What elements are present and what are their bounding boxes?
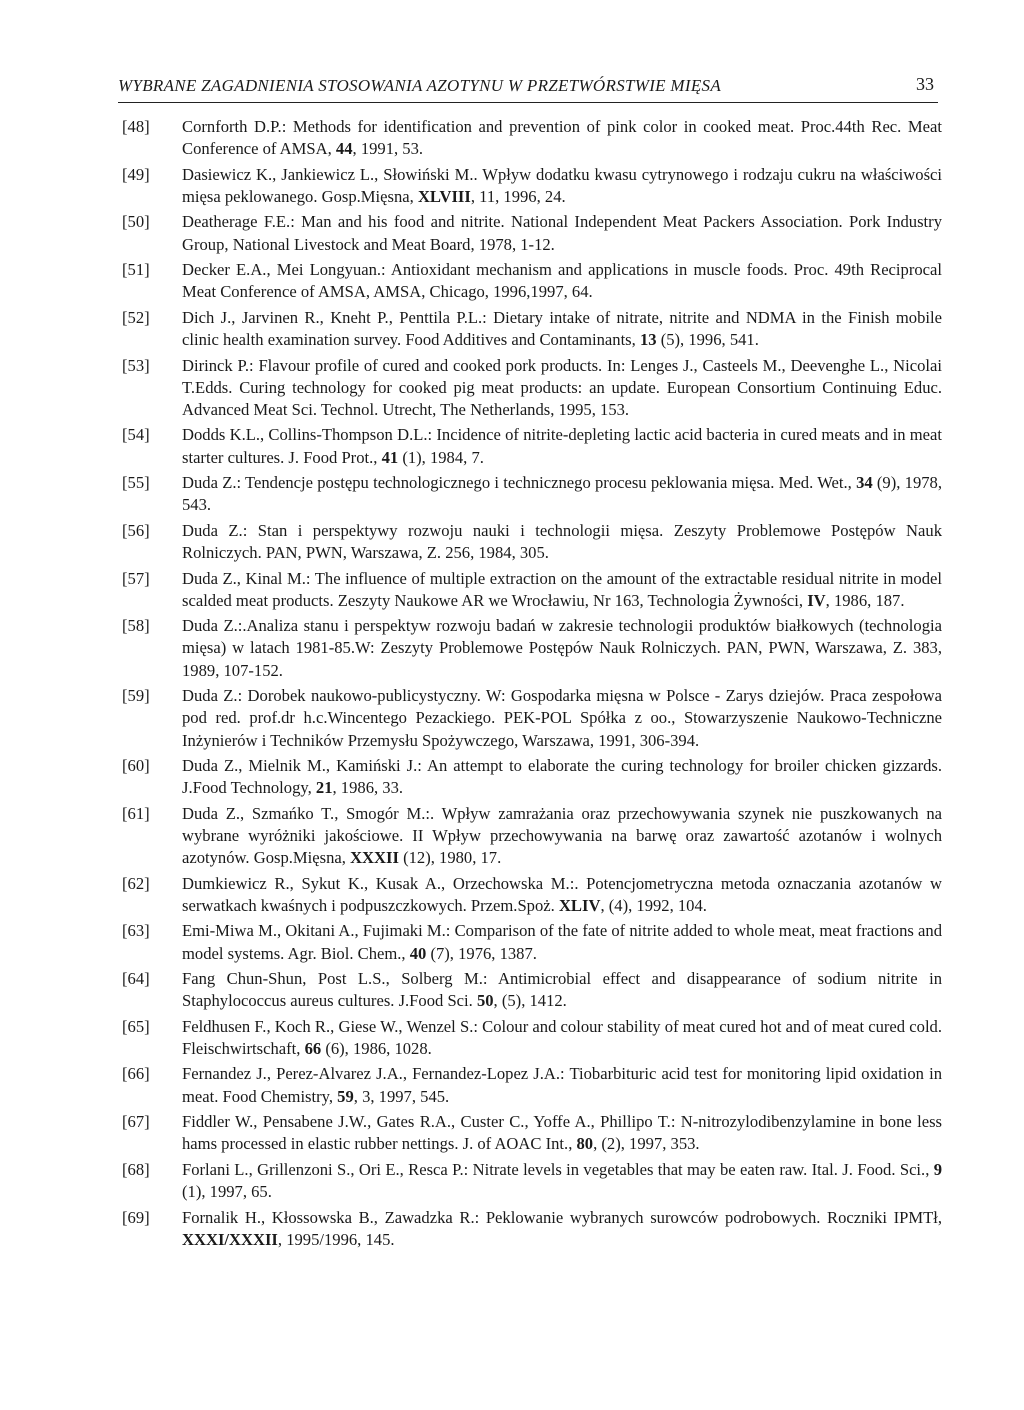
reference-text (182, 117, 942, 158)
reference-segment: Forlani L., Grillenzoni S., Ori E., Resca P.: Nitrate levels in vegetables that may be eaten raw. Ital. J. Food. Sci., (182, 1159, 934, 1179)
reference-item (118, 472, 942, 516)
reference-segment: Dasiewicz K., Jankiewicz L., Słowiński M.. Wpływ dodatku kwasu cytrynowego i rodzaju cukru na właściwości mięsa peklowanego. Gosp.Mięsna, (182, 164, 942, 206)
reference-segment: Duda Z., Kinal M.: The influence of multiple extraction on the amount of the extractable residual nitrite in model scalded meat products. Zeszyty Naukowe AR we Wrocławiu, Nr 163, Technologia Żywności, (182, 568, 942, 610)
reference-volume: 41 (381, 447, 399, 467)
reference-volume: XXXI/XXXII (182, 1229, 278, 1249)
running-header-title: WYBRANE ZAGADNIENIA STOSOWANIA AZOTYNU W PRZETWÓRSTWIE MIĘSA (118, 76, 721, 95)
reference-segment: Fornalik H., Kłossowska B., Zawadzka R.: Peklowanie wybranych surowców podrobowych. Roczniki IPMTł, (182, 1207, 942, 1227)
reference-number: [61] (122, 803, 150, 823)
reference-volume: XLVIII (417, 186, 471, 206)
reference-item (118, 164, 942, 208)
reference-segment: , (4), 1992, 104. (600, 895, 707, 915)
reference-number: [68] (122, 1159, 150, 1179)
reference-item (118, 1207, 942, 1251)
reference-number: [53] (122, 355, 150, 375)
reference-text (182, 165, 942, 206)
reference-number: [52] (122, 307, 150, 327)
reference-segment: Dodds K.L., Collins-Thompson D.L.: Incidence of nitrite-depleting lactic acid bacteria in cured meats and in meat starter cultures. J. Food Prot., (182, 425, 942, 467)
reference-segment: Feldhusen F., Koch R., Giese W., Wenzel S.: Colour and colour stability of meat cured hot and of meat cured cold. Fleischwirtschaft, (182, 1016, 942, 1058)
reference-number: [58] (122, 616, 150, 636)
reference-number: [66] (122, 1064, 150, 1084)
reference-volume: 21 (315, 778, 333, 798)
reference-number: [54] (122, 425, 150, 445)
reference-number: [55] (122, 473, 150, 493)
reference-item (118, 920, 942, 964)
reference-segment: (5), 1996, 541. (656, 330, 759, 350)
reference-segment: , 3, 1997, 545. (353, 1086, 450, 1106)
reference-text (182, 756, 942, 797)
reference-item (118, 968, 942, 1012)
reference-text (182, 969, 942, 1010)
reference-item (118, 424, 942, 468)
reference-segment: Deatherage F.E.: Man and his food and nitrite. National Independent Meat Packers Association. Pork Industry Group, National Livestock and Meat Board, 1978, 1-12. (182, 212, 942, 254)
reference-segment: , 11, 1996, 24. (470, 186, 566, 206)
reference-text (182, 1112, 942, 1153)
reference-text (182, 1064, 942, 1105)
reference-text (182, 616, 942, 679)
reference-item (118, 755, 942, 799)
reference-segment: , 1995/1996, 145. (277, 1229, 395, 1249)
reference-segment: (7), 1976, 1387. (426, 943, 537, 963)
reference-item (118, 1111, 942, 1155)
reference-segment: Duda Z.: Tendencje postępu technologicznego i technicznego procesu peklowania mięsa. Med. Wet., (182, 473, 857, 493)
reference-text (182, 686, 942, 749)
reference-volume: 59 (337, 1086, 354, 1106)
reference-segment: Dirinck P.: Flavour profile of cured and cooked pork products. In: Lenges J., Casteels M., Deevenghe L., Nicolai T.Edds. Curing technology for cooked pig meat products: an update. European Consortium Continuing Educ. Advanced Meat Sci. Technol. Utrecht, The Netherlands, 1995, 153. (182, 355, 942, 419)
reference-segment: Duda Z.: Dorobek naukowo-publicystyczny. W: Gospodarka mięsna w Polsce - Zarys dziejów. Praca zespołowa pod red. prof.dr h.c.Wincentego Pezackiego. PEK-POL Spółka z oo., Stowarzyszenie Naukowo-Techniczne Inżynierów i Techników Przemysłu Spożywczego, Warszawa, 1991, 306-394. (182, 686, 942, 750)
reference-segment: Duda Z.: Stan i perspektywy rozwoju nauki i technologii mięsa. Zeszyty Problemowe Postępów Nauk Rolniczych. PAN, PWN, Warszawa, Z. 256, 1984, 305. (182, 520, 942, 563)
reference-text (182, 874, 942, 915)
reference-volume: IV (807, 590, 826, 610)
reference-item (118, 568, 942, 612)
reference-volume: 13 (639, 330, 657, 350)
reference-segment: (1), 1997, 65. (182, 1182, 272, 1202)
reference-segment: , 1986, 33. (332, 778, 404, 798)
reference-segment: Emi-Miwa M., Okitani A., Fujimaki M.: Comparison of the fate of nitrite added to whole meat, meat fractions and model systems. Agr. Biol. Chem., (182, 921, 942, 963)
page-number: 33 (916, 74, 934, 94)
reference-segment: Duda Z., Szmańko T., Smogór M.:. Wpływ zamrażania oraz przechowywania szynek nie puszkowanych na wybrane wyróżniki jakościowe. II Wpływ przechowywania na barwę oraz zawartość azotanów i wolnych azotynów. Gosp.Mięsna, (182, 803, 942, 868)
reference-text (182, 1208, 942, 1249)
reference-text (182, 1160, 942, 1201)
reference-text (182, 804, 942, 867)
reference-number: [62] (122, 873, 150, 893)
reference-volume: 34 (856, 473, 873, 493)
reference-item (118, 685, 942, 752)
reference-text (182, 212, 942, 253)
reference-volume: XXXII (350, 848, 399, 868)
reference-number: [65] (122, 1016, 150, 1036)
reference-number: [64] (122, 969, 150, 989)
reference-number: [56] (122, 520, 150, 540)
reference-volume: 50 (476, 991, 494, 1011)
reference-volume: XLIV (558, 895, 601, 915)
reference-segment: Dumkiewicz R., Sykut K., Kusak A., Orzechowska M.:. Potencjometryczna metoda oznaczania azotanów w serwatkach kwaśnych i podpuszczkowych. Przem.Spoż. (182, 873, 942, 915)
reference-segment: , 1986, 187. (825, 590, 905, 610)
reference-segment: Cornforth D.P.: Methods for identification and prevention of pink color in cooked meat. Proc.44th Rec. Meat Conference of AMSA, (182, 117, 942, 159)
reference-text (182, 1017, 942, 1058)
reference-text (182, 308, 942, 349)
reference-volume: 80 (576, 1134, 594, 1154)
reference-number: [48] (122, 117, 150, 136)
reference-segment: (9), 1978, 543. (182, 473, 942, 515)
reference-segment: , 1991, 53. (352, 139, 424, 159)
reference-item (118, 211, 942, 255)
reference-volume: 40 (409, 943, 427, 963)
reference-segment: Duda Z.:.Analiza stanu i perspektyw rozwoju badań w zakresie technologii produktów białkowych (technologia mięsa) w latach 1981-85.W: Zeszyty Problemowe Postępów Nauk Rolniczych. PAN, PWN, Warszawa, Z. 383, 1989, 107-152. (182, 616, 942, 680)
reference-text (182, 473, 942, 514)
reference-number: [59] (122, 686, 150, 706)
reference-segment: (1), 1984, 7. (398, 447, 484, 467)
reference-item (118, 873, 942, 917)
reference-number: [63] (122, 921, 150, 941)
reference-segment: Fiddler W., Pensabene J.W., Gates R.A., Custer C., Yoffe A., Phillipo T.: N-nitrozylodibenzylamine in bone less hams processed in elastic rubber nettings. J. of AOAC Int., (182, 1112, 942, 1154)
reference-volume: 44 (335, 139, 353, 159)
reference-number: [49] (122, 164, 150, 184)
reference-text (182, 425, 942, 466)
reference-volume: 9 (933, 1159, 942, 1179)
running-header (118, 72, 938, 103)
reference-segment: Decker E.A., Mei Longyuan.: Antioxidant mechanism and applications in muscle foods. Proc. 49th Reciprocal Meat Conference of AMSA, AMSA, Chicago, 1996,1997, 64. (182, 260, 942, 302)
reference-segment: Fang Chun-Shun, Post L.S., Solberg M.: Antimicrobial effect and disappearance of sodium nitrite in Staphylococcus aureus cultures. J.Food Sci. (182, 969, 942, 1011)
reference-segment: (6), 1986, 1028. (321, 1038, 432, 1058)
reference-text (182, 356, 942, 419)
reference-segment: Duda Z., Mielnik M., Kamiński J.: An attempt to elaborate the curing technology for broiler chicken gizzards. J.Food Technology, (182, 756, 942, 798)
reference-text (182, 521, 942, 562)
reference-item (118, 615, 942, 682)
reference-item (118, 307, 942, 351)
reference-text (182, 260, 942, 301)
reference-number: [60] (122, 756, 150, 776)
reference-item (118, 520, 942, 564)
reference-item (118, 1159, 942, 1203)
reference-number: [57] (122, 568, 150, 588)
reference-item (118, 803, 942, 870)
reference-text (182, 569, 942, 610)
reference-number: [50] (122, 212, 150, 232)
reference-number: [51] (122, 260, 150, 280)
reference-item (118, 116, 942, 160)
reference-text (182, 921, 942, 962)
reference-segment: (12), 1980, 17. (398, 848, 502, 868)
reference-volume: 66 (304, 1038, 322, 1058)
reference-segment: , (2), 1997, 353. (593, 1134, 700, 1154)
reference-number: [69] (122, 1207, 150, 1227)
reference-segment: , (5), 1412. (493, 991, 567, 1011)
reference-item (118, 259, 942, 303)
reference-item (118, 1016, 942, 1060)
reference-number: [67] (122, 1112, 150, 1132)
reference-segment: Fernandez J., Perez-Alvarez J.A., Fernandez-Lopez J.A.: Tiobarbituric acid test for monitoring lipid oxidation in meat. Food Chemistry, (182, 1064, 942, 1106)
reference-list (118, 116, 942, 1254)
reference-segment: Dich J., Jarvinen R., Kneht P., Penttila P.L.: Dietary intake of nitrate, nitrite and NDMA in the Finish mobile clinic health examination survey. Food Additives and Contaminants, (182, 307, 942, 350)
reference-item (118, 355, 942, 422)
reference-item (118, 1063, 942, 1107)
